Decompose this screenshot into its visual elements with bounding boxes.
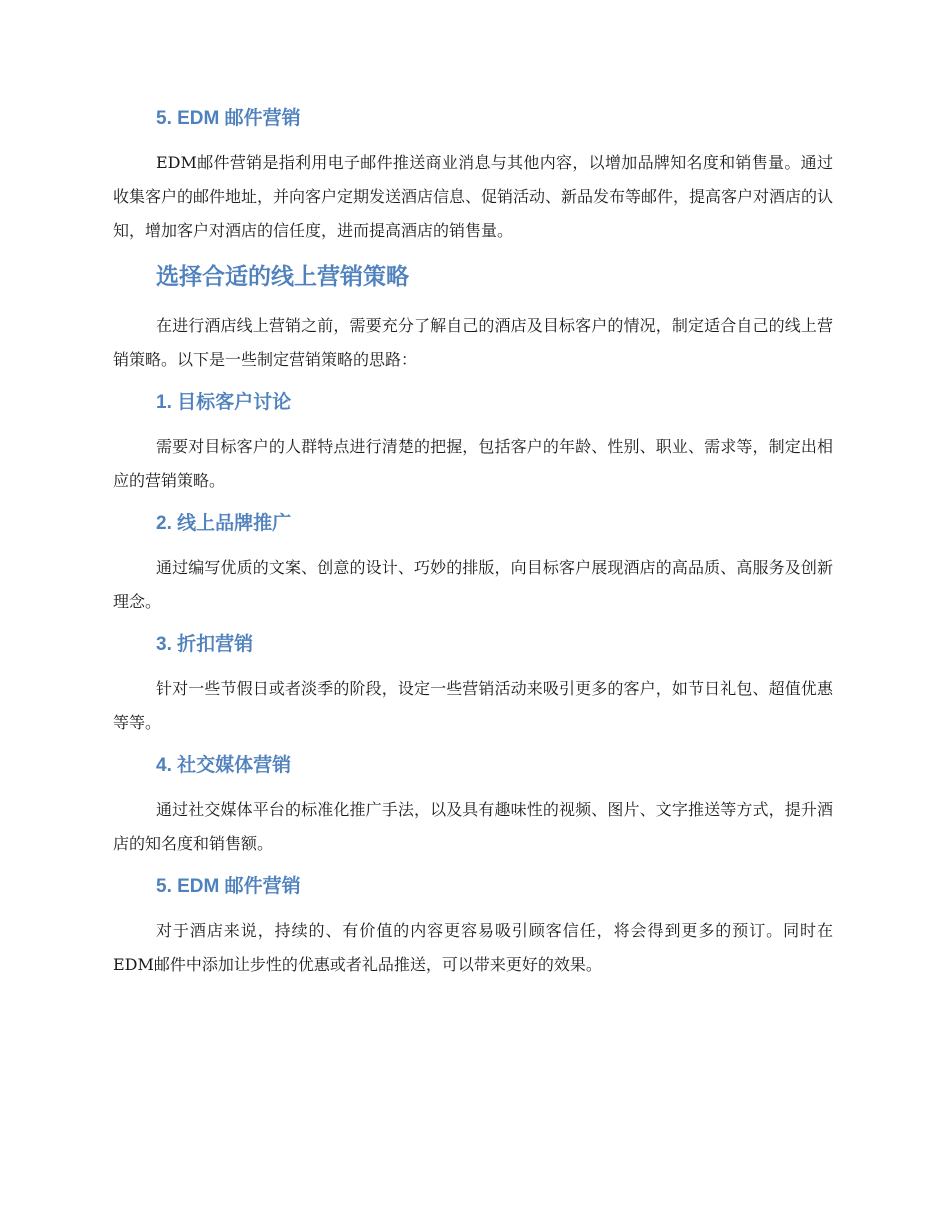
strategy-heading-3: 3. 折扣营销	[156, 634, 254, 655]
strategy-paragraph-4: 通过社交媒体平台的标准化推广手法，以及具有趣味性的视频、图片、文字推送等方式，提升酒店的知名度和销售额。	[113, 800, 833, 853]
strategy-paragraph-5: 对于酒店来说，持续的、有价值的内容更容易吸引顾客信任，将会得到更多的预订。同时在EDM邮件中添加让步性的优惠或者礼品推送，可以带来更好的效果。	[113, 921, 833, 974]
main-heading: 选择合适的线上营销策略	[156, 263, 409, 289]
document-content	[113, 106, 833, 982]
strategy-paragraph-1: 需要对目标客户的人群特点进行清楚的把握，包括客户的年龄、性别、职业、需求等，制定出相应的营销策略。	[113, 437, 833, 490]
strategy-heading-1: 1. 目标客户讨论	[156, 392, 292, 413]
section-heading-edm: 5. EDM 邮件营销	[156, 108, 301, 129]
strategy-paragraph-2: 通过编写优质的文案、创意的设计、巧妙的排版，向目标客户展现酒店的高品质、高服务及创新理念。	[113, 558, 833, 611]
strategy-heading-2: 2. 线上品牌推广	[156, 513, 292, 534]
strategy-heading-5: 5. EDM 邮件营销	[156, 876, 301, 897]
section-paragraph-edm: EDM邮件营销是指利用电子邮件推送商业消息与其他内容，以增加品牌知名度和销售量。通过收集客户的邮件地址，并向客户定期发送酒店信息、促销活动、新品发布等邮件，提高客户对酒店的认知，增加客户对酒店的信任度，进而提高酒店的销售量。	[113, 153, 834, 240]
strategy-heading-4: 4. 社交媒体营销	[156, 755, 292, 776]
intro-paragraph: 在进行酒店线上营销之前，需要充分了解自己的酒店及目标客户的情况，制定适合自己的线上营销策略。以下是一些制定营销策略的思路：	[113, 316, 833, 369]
strategy-paragraph-3: 针对一些节假日或者淡季的阶段，设定一些营销活动来吸引更多的客户，如节日礼包、超值优惠等等。	[113, 679, 833, 732]
